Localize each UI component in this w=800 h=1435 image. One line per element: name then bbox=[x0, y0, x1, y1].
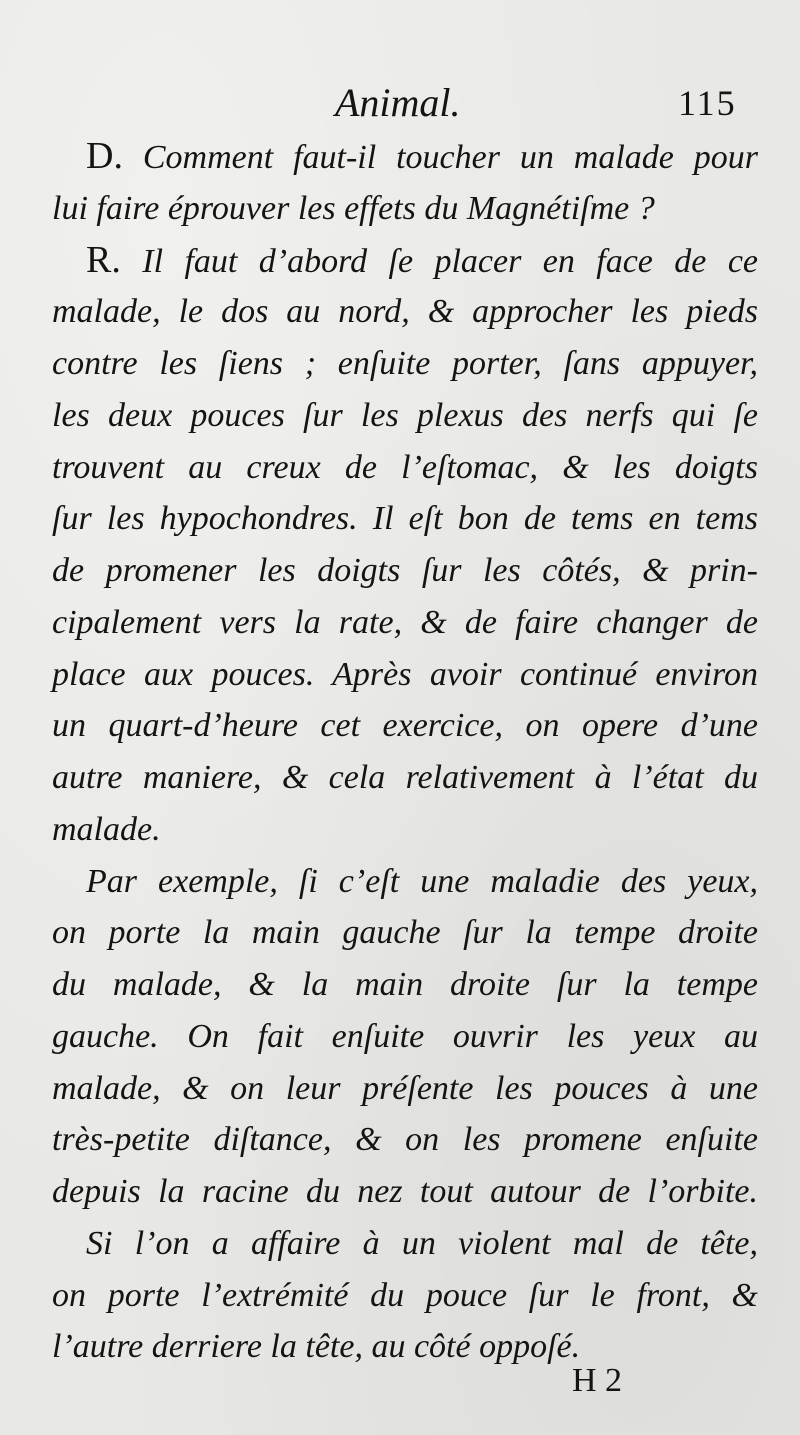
text-line: malade, & on leur préſente les pouces à une bbox=[52, 1069, 758, 1107]
text-line: on porte la main gauche ſur la tempe droite bbox=[52, 914, 758, 952]
text-line: Par exemple, ſi c’eſt une maladie des yeux, bbox=[86, 862, 758, 900]
text-line: contre les ſiens ; enſuite porter, ſans appuyer, bbox=[52, 345, 758, 382]
running-head: Animal. bbox=[335, 80, 461, 125]
text-line: R. Il faut d’abord ſe placer en face de ce bbox=[86, 238, 758, 281]
text-line: depuis la racine du nez tout autour de l’orbite. bbox=[52, 1173, 758, 1210]
text-line: gauche. On fait enſuite ouvrir les yeux au bbox=[52, 1017, 758, 1055]
speaker-marker: D. bbox=[86, 135, 123, 177]
text-line: D. Comment faut-il toucher un malade pour bbox=[86, 135, 758, 177]
text-line: les deux pouces ſur les plexus des nerfs qui ſe bbox=[52, 396, 758, 434]
text-line: Si l’on a affaire à un violent mal de tête, bbox=[86, 1224, 758, 1262]
text-line: très-petite diſtance, & on les promene enſuite bbox=[52, 1121, 758, 1159]
text-line: un quart-d’heure cet exercice, on opere d’une bbox=[52, 707, 758, 745]
text-line: malade, le dos au nord, & approcher les pieds bbox=[52, 293, 758, 331]
signature-mark: H 2 bbox=[572, 1362, 623, 1399]
text-line: on porte l’extrémité du pouce ſur le front, & bbox=[52, 1276, 758, 1314]
speaker-marker: R. bbox=[86, 238, 121, 281]
text-line: trouvent au creux de l’eſtomac, & les doigts bbox=[52, 448, 758, 486]
text-line: de promener les doigts ſur les côtés, & prin- bbox=[52, 552, 758, 589]
text-line: autre maniere, & cela relativement à l’état du bbox=[52, 759, 758, 796]
text-line: ſur les hypochondres. Il eſt bon de tems en tems bbox=[52, 500, 758, 538]
page-number: 115 bbox=[678, 83, 737, 123]
text-line: lui faire éprouver les effets du Magnétiſme ? bbox=[52, 189, 655, 227]
text-line: place aux pouces. Après avoir continué environ bbox=[52, 655, 758, 693]
text-line: l’autre derriere la tête, au côté oppoſé. bbox=[52, 1328, 581, 1366]
text-line: malade. bbox=[52, 810, 161, 848]
page-header bbox=[0, 78, 800, 128]
body-text bbox=[52, 131, 758, 1373]
text-line: cipalement vers la rate, & de faire changer de bbox=[52, 603, 758, 641]
text-line: du malade, & la main droite ſur la tempe bbox=[52, 966, 758, 1003]
